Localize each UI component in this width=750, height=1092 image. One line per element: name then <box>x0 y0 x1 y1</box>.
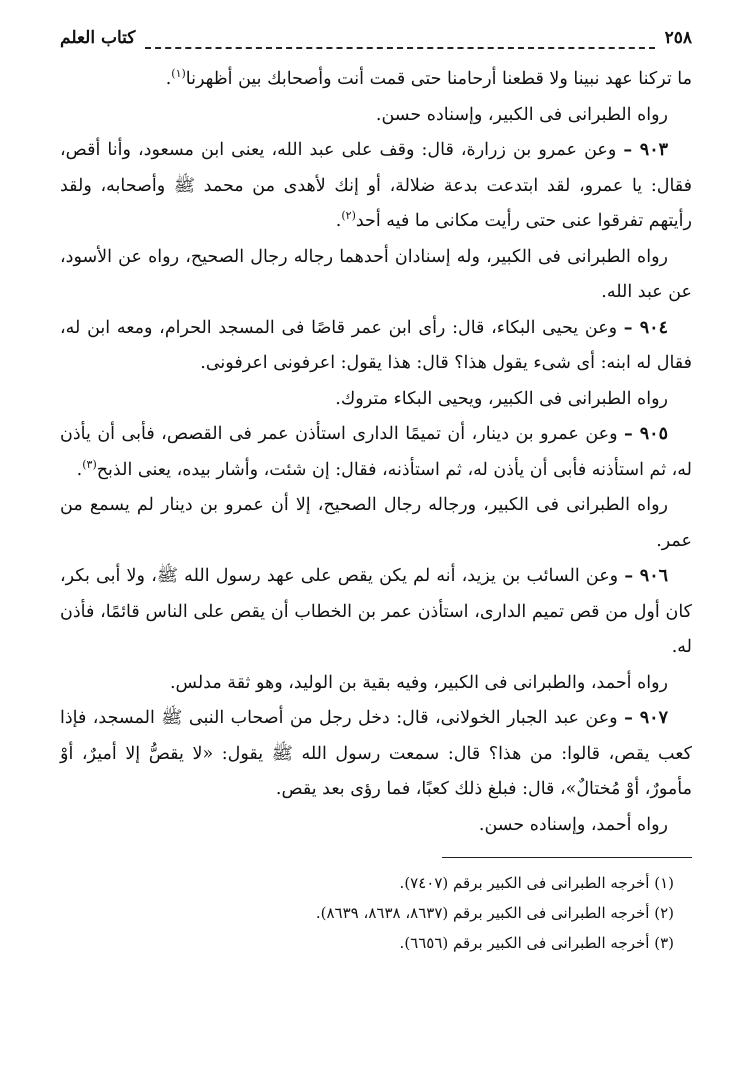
footnote-ref: (١) <box>171 67 186 81</box>
paragraph-text: رواه أحمد، والطبرانى فى الكبير، وفيه بقية بن الوليد، وهو ثقة مدلس. <box>169 672 668 693</box>
paragraph-text: رواه الطبرانى فى الكبير، ويحيى البكاء متروك. <box>335 388 668 409</box>
paragraph-text: رواه الطبرانى فى الكبير، ورجاله رجال الصحيح، إلا أن عمرو بن دينار لم يسمع من عمر. <box>60 495 692 551</box>
footnote-ref: (٣) <box>82 457 97 471</box>
paragraph-text: رواه أحمد، وإسناده حسن. <box>478 814 668 835</box>
paragraph-text: ما تركنا عهد نبينا ولا قطعنا أرحامنا حتى قمت أنت وأصحابك بين أظهرنا <box>185 69 692 89</box>
footnote-separator <box>442 857 692 858</box>
source-note <box>60 488 692 559</box>
footnote-3: (٣) أخرجه الطبرانى فى الكبير برقم (٦٦٥٦). <box>399 934 674 952</box>
hadith-number: ٩٠٧ – <box>624 708 668 728</box>
hadith-number: ٩٠٦ – <box>624 566 668 586</box>
hadith-number: ٩٠٣ – <box>623 140 668 160</box>
source-note <box>60 666 692 702</box>
paragraph-text: وعن عمرو بن دينار، أن تميمًا الدارى استأذن عمر فى القصص، فأبى أن يأذن له، ثم استأذنه فأبى أن يأذن له، ثم استأذنه، فقال: إن شئت، وأشار بيده، يعنى الذبح <box>60 424 692 480</box>
paragraph-text: وعن يحيى البكاء، قال: رأى ابن عمر قاصًا فى المسجد الحرام، ومعه ابن له، فقال له ابنه: أى شىء يقول هذا؟ قال: هذا يقول: اعرفونى اعرفونى. <box>60 317 692 373</box>
header-dashed-rule <box>145 47 654 49</box>
paragraph-text: وعن عمرو بن زرارة، قال: وقف على عبد الله، يعنى ابن مسعود، وأنا أقص، فقال: يا عمرو، لقد ابتدعت بدعة ضلالة، أو إنك لأهدى من محمد ﷺ وأصحابه، ولقد رأيتهم تفرقوا عنى حتى رأيت مكانى ما فيه أحد <box>60 140 692 231</box>
paragraph-continuation <box>60 62 692 98</box>
paragraph-text: وعن عبد الجبار الخولانى، قال: دخل رجل من أصحاب النبى ﷺ المسجد، فإذا كعب يقص، قالوا: من هذا؟ قال: سمعت رسول الله ﷺ يقول: «لا يقصُّ إلا أميرٌ، أوْ مأمورٌ، أوْ مُختالٌ»، قال: فبلغ ذلك كعبًا، فما رؤى بعد يقص. <box>60 708 692 799</box>
source-note <box>60 240 692 311</box>
hadith-905 <box>60 417 692 488</box>
paragraph-text: وعن السائب بن يزيد، أنه لم يكن يقص على عهد رسول الله ﷺ، ولا أبى بكر، كان أول من قص تميم الدارى، استأذن عمر بن الخطاب أن يقص على الناس قائمًا، فأذن له. <box>60 566 692 657</box>
page-number: ٢٥٨ <box>664 28 692 48</box>
hadith-903 <box>60 133 692 240</box>
source-note <box>60 382 692 418</box>
footnote-2: (٢) أخرجه الطبرانى فى الكبير برقم (٨٦٣٧، ٨٦٣٨، ٨٦٣٩). <box>315 904 674 922</box>
source-note <box>60 808 692 844</box>
running-header <box>60 28 692 62</box>
paragraph-text: رواه الطبرانى فى الكبير، وله إسنادان أحدهما رجاله رجال الصحيح، رواه عن الأسود، عن عبد الله. <box>60 246 692 302</box>
hadith-904 <box>60 311 692 382</box>
source-note <box>60 98 692 134</box>
footnote-1: (١) أخرجه الطبرانى فى الكبير برقم (٧٤٠٧). <box>399 874 674 892</box>
footnote-ref: (٢) <box>341 209 356 223</box>
paragraph-text: رواه الطبرانى فى الكبير، وإسناده حسن. <box>375 104 668 125</box>
hadith-906 <box>60 559 692 666</box>
hadith-number: ٩٠٥ – <box>624 424 668 444</box>
hadith-number: ٩٠٤ – <box>623 317 668 338</box>
hadith-907 <box>60 701 692 808</box>
book-title: كتاب العلم <box>60 28 136 48</box>
paragraph-tail: . <box>165 69 172 89</box>
paragraph-tail: . <box>76 459 83 480</box>
paragraph-tail: . <box>335 211 342 231</box>
